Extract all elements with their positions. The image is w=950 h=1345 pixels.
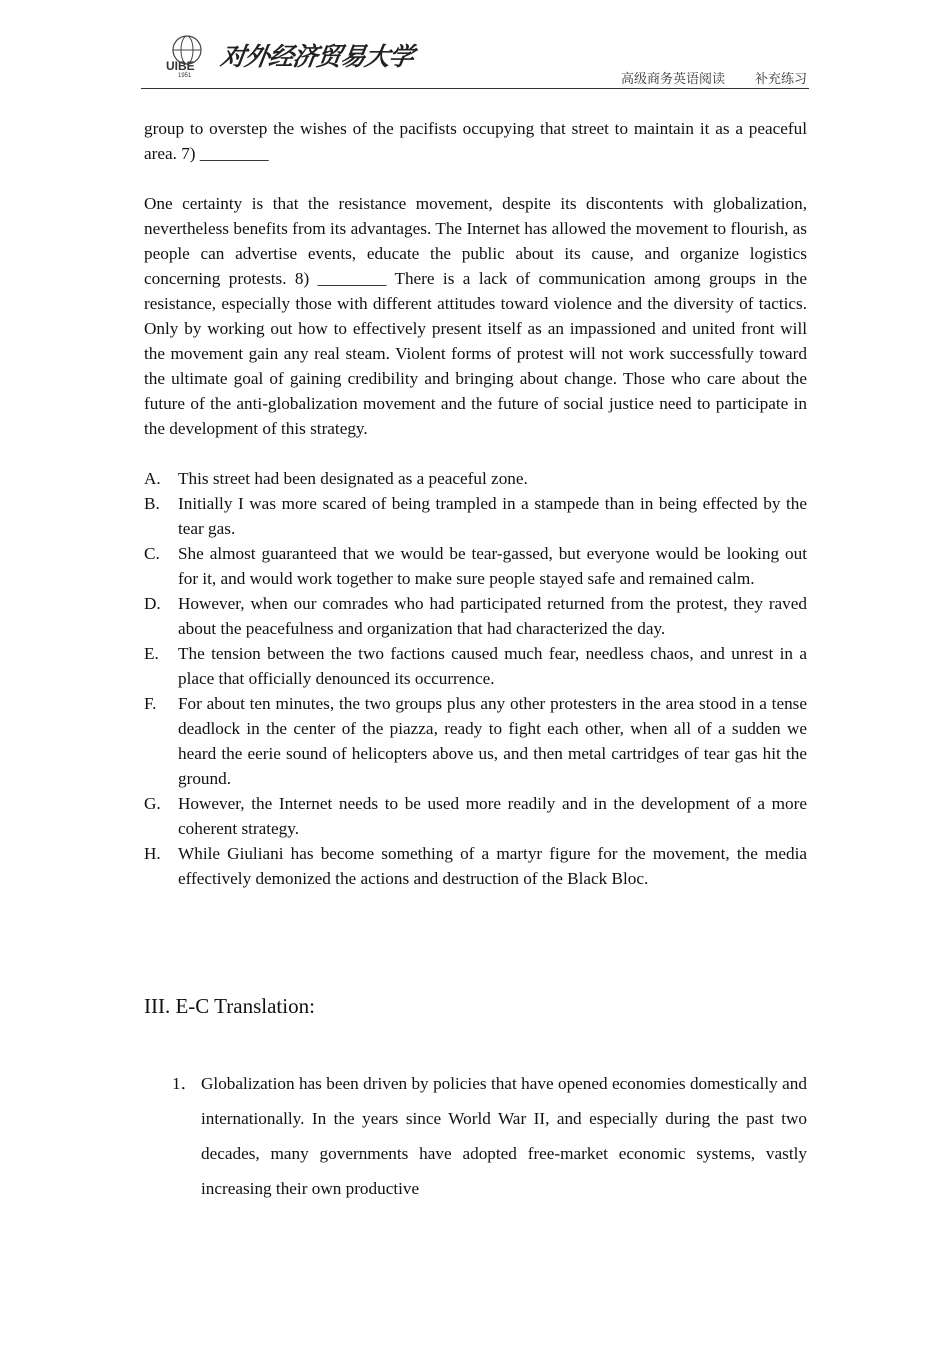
option-letter: C. [144,544,160,563]
university-logo [163,32,413,78]
option-letter: G. [144,794,161,813]
option-letter: D. [144,594,161,613]
option-letter: A. [144,469,161,488]
option-item [144,541,807,591]
option-item [144,491,807,541]
option-item [144,591,807,641]
page-header [141,30,809,89]
university-name: 对外经济贸易大学 [218,42,415,71]
option-text: The tension between the two factions caused much fear, needless chaos, and unrest in a place that officially denounced its occurrence. [178,644,807,688]
option-text: However, when our comrades who had participated returned from the protest, they raved about the peacefulness and organization that had characterized the day. [178,594,807,638]
option-text: This street had been designated as a peaceful zone. [178,469,528,488]
option-letter: F. [144,694,157,713]
translation-number: 1． [172,1074,198,1093]
translation-text: Globalization has been driven by policies that have opened economies domestically and internationally. In the years since World War II, and especially during the past two decades, many governments have adopted free-market economic systems, vastly increasing their own productive [201,1074,807,1198]
section-heading: III. E-C Translation: [144,994,315,1018]
option-text: While Giuliani has become something of a martyr figure for the movement, the media effectively demonized the actions and destruction of the Black Bloc. [178,844,807,888]
option-item [144,791,807,841]
option-text: For about ten minutes, the two groups plus any other protesters in the area stood in a tense deadlock in the center of the piazza, ready to fight each other, when all of a sudden we heard the eerie sound of helicopters above us, and then metal cartridges of tear gas hit the ground. [178,694,807,788]
option-letter: H. [144,844,161,863]
option-item [144,841,807,891]
globe-emblem-icon [163,32,209,78]
option-text: She almost guaranteed that we would be tear-gassed, but everyone would be looking out for it, and would work together to make sure people stayed safe and remained calm. [178,544,807,588]
options-list [144,466,807,891]
translation-item [172,1066,807,1206]
document-body [144,116,807,891]
course-title: 高级商务英语阅读 [620,72,725,87]
option-text: Initially I was more scared of being trampled in a stampede than in being effected by the tear gas. [178,494,807,538]
option-item [144,691,807,791]
option-text: However, the Internet needs to be used more readily and in the development of a more coherent strategy. [178,794,807,838]
option-item [144,641,807,691]
option-item [144,466,807,491]
section-title: 补充练习 [754,72,807,87]
option-letter: B. [144,494,160,513]
svg-text:1951: 1951 [178,73,192,78]
svg-text:UIBE: UIBE [166,59,195,73]
option-letter: E. [144,644,159,663]
paragraph: group to overstep the wishes of the pacifists occupying that street to maintain it as a peaceful area. 7) ________ [144,119,807,163]
paragraph: One certainty is that the resistance movement, despite its discontents with globalization, nevertheless benefits from its advantages. The Internet has allowed the movement to flourish, as people can advertise events, educate the public about its cause, and organize logistics concerning protests. 8) ________ There is a lack of communication among groups in the resistance, especially those with different attitudes toward violence and the diversity of tactics. Only by working out how to effectively present itself as an impassioned and united front will the movement gain any real steam. Violent forms of protest will not work successfully toward the ultimate goal of gaining credibility and bringing about change. Those who care about the future of the anti-globalization movement and the future of social justice need to participate in the development of this strategy. [144,194,807,438]
